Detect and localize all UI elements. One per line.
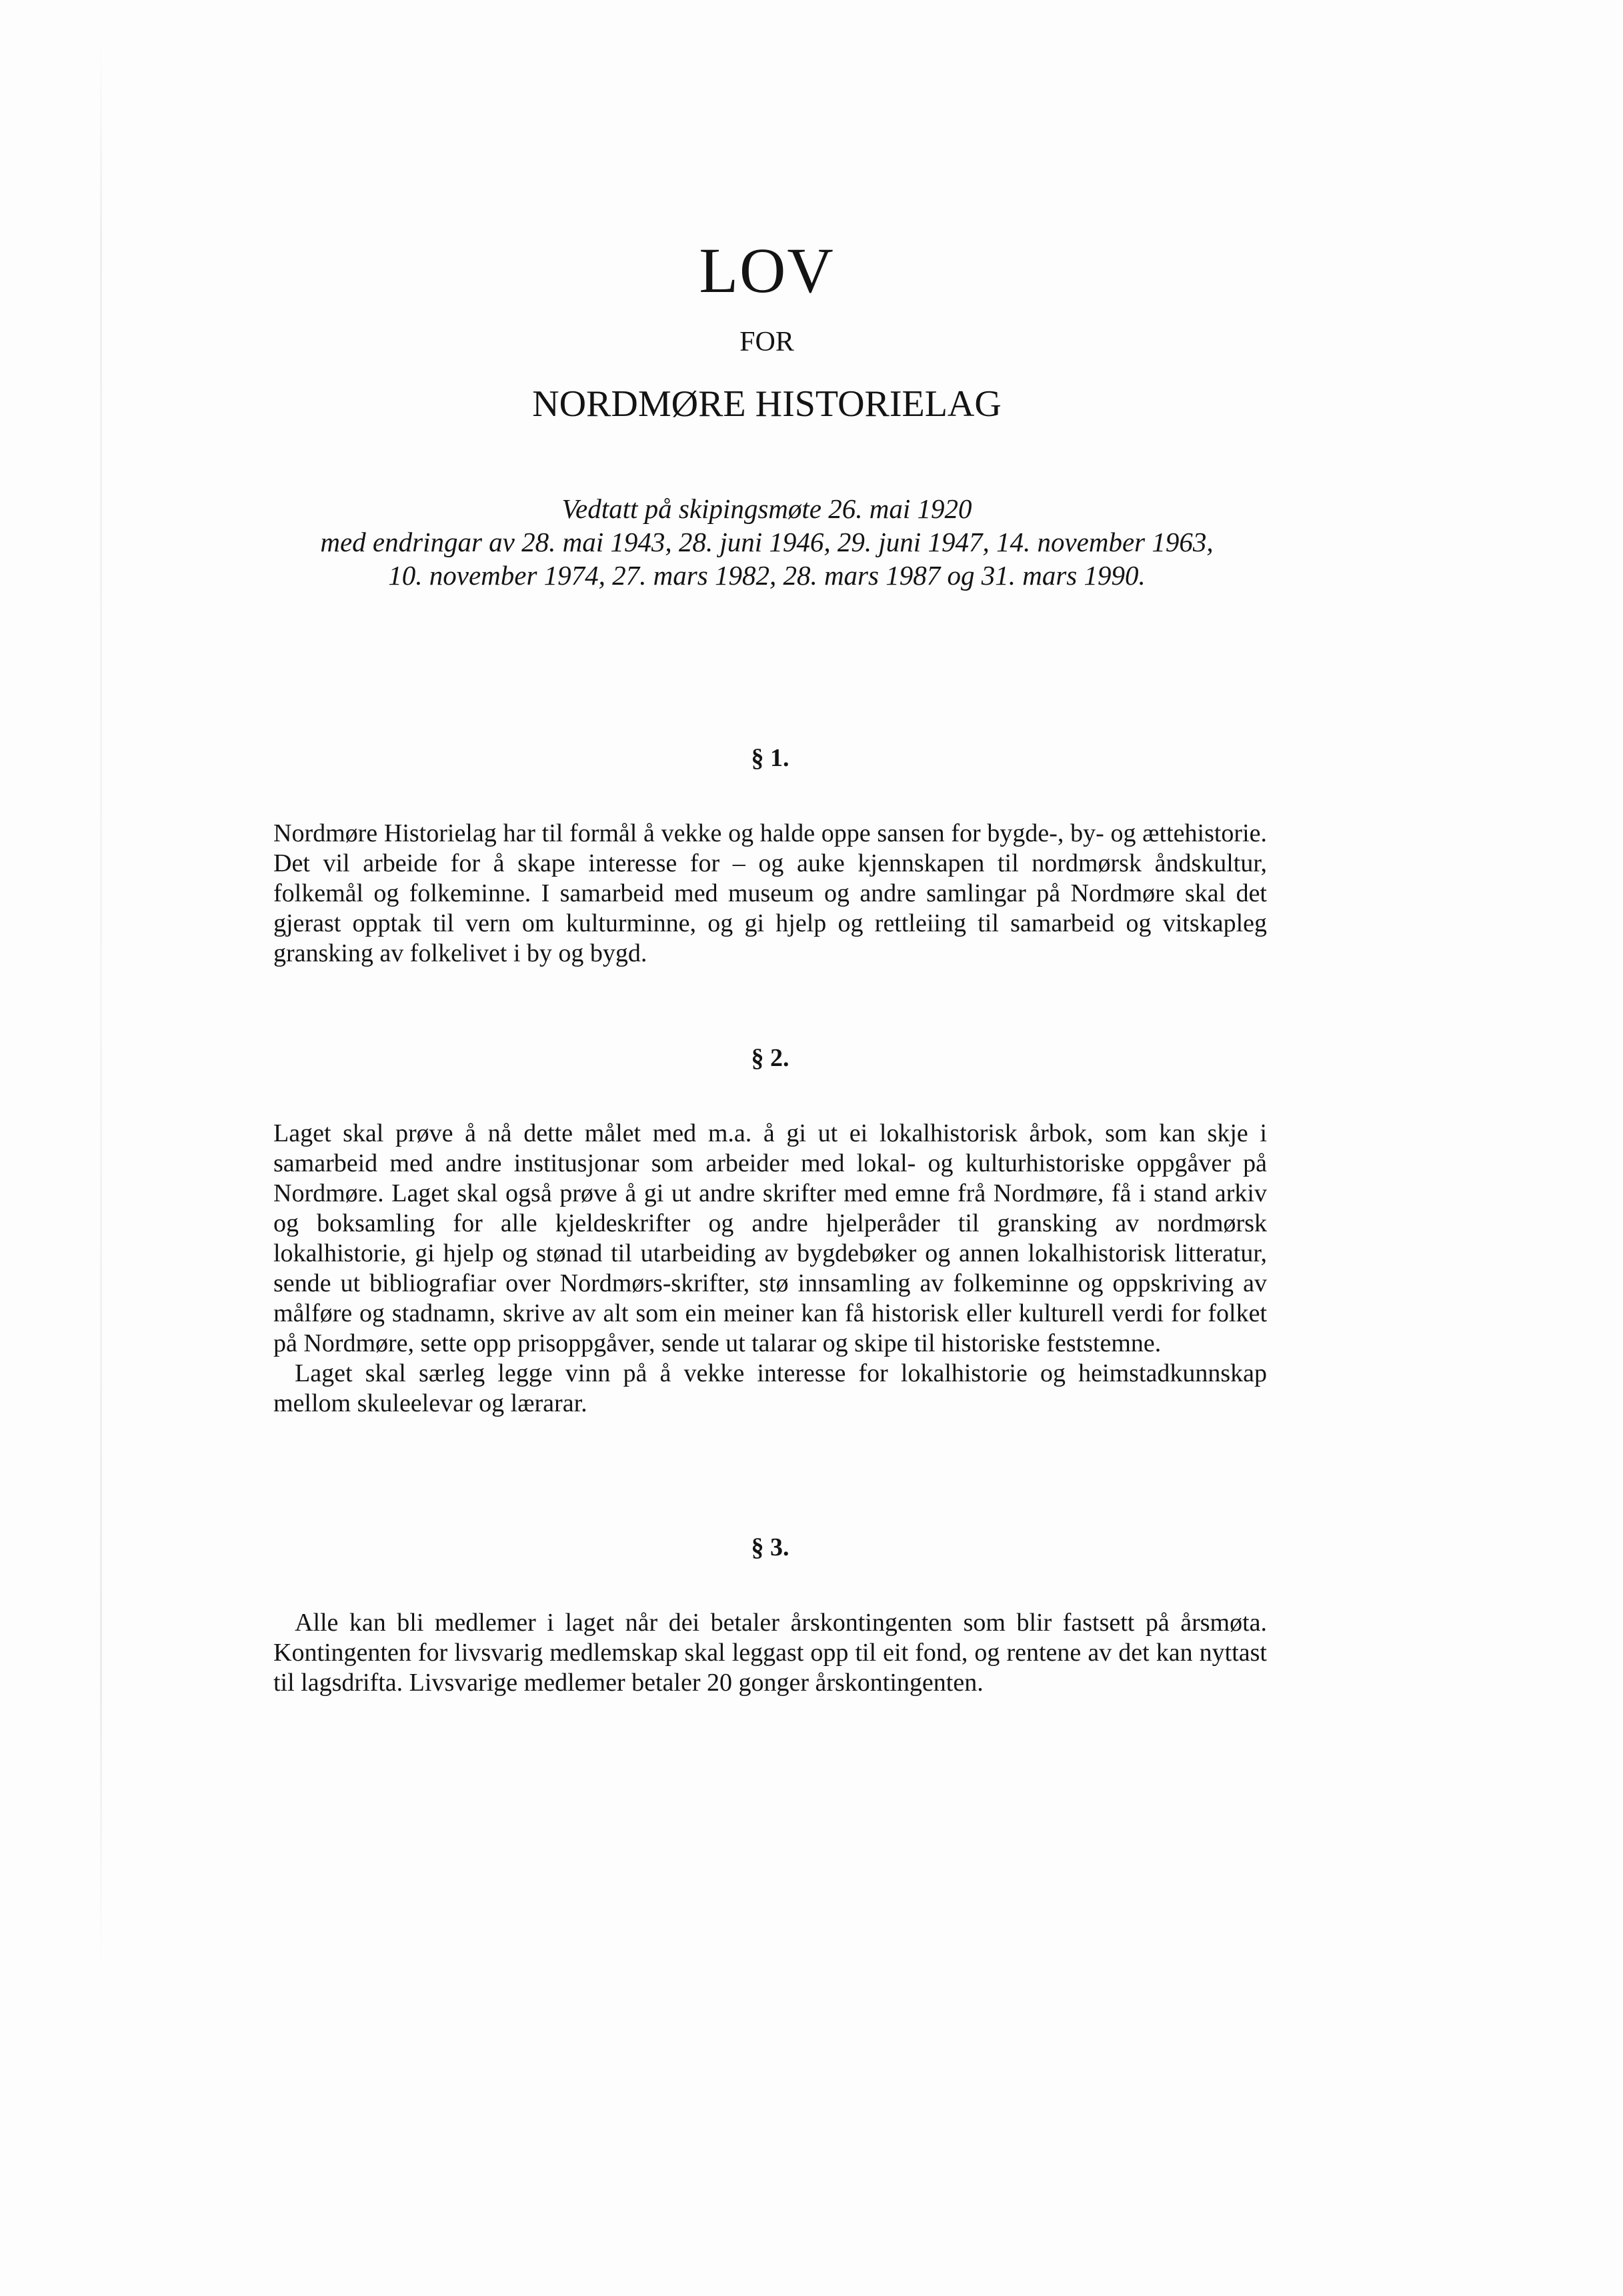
section-heading: § 3. bbox=[751, 1533, 789, 1561]
title-connector: FOR bbox=[739, 327, 794, 357]
section-1 bbox=[273, 745, 1267, 969]
section-paragraph: Nordmøre Historielag har til formål å vekke og halde oppe sansen for bygde-, by- og ættehistorie. Det vil arbeide for å skape interesse for – og auke kjennskapen til nordmørsk åndskultur, folkemål og folkeminne. I samarbeid med museum og andre samlingar på Nordmøre skal det gjerast opptak til vern om kulturminne, og gi hjelp og rettleiing til samarbeid og vitskapleg gransking av folkelivet i by og bygd. bbox=[273, 819, 1267, 967]
adoption-note bbox=[267, 492, 1267, 592]
section-paragraph: Laget skal særleg legge vinn på å vekke interesse for lokalhistorie og heimstadkunnskap mellom skuleelevar og lærarar. bbox=[273, 1359, 1267, 1417]
section-heading: § 2. bbox=[751, 1044, 789, 1072]
section-paragraph: Alle kan bli medlemer i laget når dei betaler årskontingenten som blir fastsett på årsmøta. Kontingenten for livsvarig medlemskap skal leggast opp til eit fond, og rentene av det kan nyttast til lagsdrifta. Livsvarige medlemer betaler 20 gonger årskontingenten. bbox=[273, 1609, 1267, 1697]
section-3 bbox=[273, 1535, 1267, 1698]
section-2 bbox=[273, 1045, 1267, 1419]
adoption-line: med endringar av 28. mai 1943, 28. juni 1946, 29. juni 1947, 14. november 1963, bbox=[320, 527, 1214, 557]
organization-name: NORDMØRE HISTORIELAG bbox=[532, 383, 1002, 425]
adoption-line: Vedtatt på skipingsmøte 26. mai 1920 bbox=[561, 493, 972, 524]
adoption-line: 10. november 1974, 27. mars 1982, 28. mars 1987 og 31. mars 1990. bbox=[388, 560, 1146, 591]
section-paragraph: Laget skal prøve å nå dette målet med m.a. å gi ut ei lokalhistorisk årbok, som kan skje i samarbeid med andre institusjonar som arbeider med lokal- og kulturhistoriske oppgåver på Nordmøre. Laget skal også prøve å gi ut andre skrifter med emne frå Nordmøre, få i stand arkiv og boksamling for alle kjeldeskrifter og andre hjelperåder til gransking av nordmørsk lokalhistorie, gi hjelp og stønad til utarbeiding av bygdebøker og annen lokalhistorisk litteratur, sende ut bibliografiar over Nordmørs-skrifter, stø innsamling av folkeminne og oppskriving av målføre og stadnamn, skrive av alt som ein meiner kan få historisk eller kulturell verdi for folket på Nordmøre, sette opp prisoppgåver, sende ut talarar og skipe til historiske feststemne. bbox=[273, 1119, 1267, 1357]
document-title: LOV bbox=[699, 235, 835, 306]
section-heading: § 1. bbox=[751, 744, 789, 772]
